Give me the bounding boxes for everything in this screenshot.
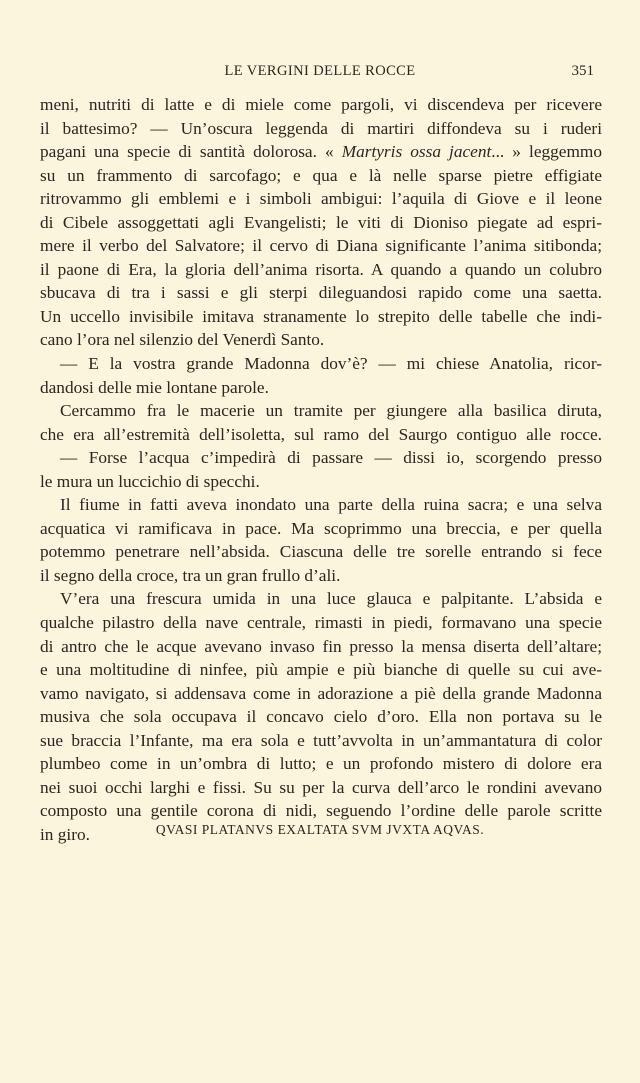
text-line: plumbeo come in un’ombra di lutto; e un profondo mistero di dolore era [40,754,602,774]
text-line: V’era una frescura umida in una luce glauca e palpitante. L’absida e [60,589,602,609]
text-line: nei suoi occhi larghi e fissi. Su su per la curva dell’arco le rondini avevano [40,777,602,797]
text-line: potemmo penetrare nell’absida. Ciascuna delle tre sorelle entrando si fece [40,542,602,562]
latin-motto: QVASI PLATANVS EXALTATA SVM JVXTA AQVAS. [155,822,485,837]
text-line: il segno della croce, tra un gran frullo d’ali. [40,565,341,585]
text-line: ritrovammo gli emblemi e i simboli ambigui: l’aquila di Giove e il leone [40,189,602,209]
running-title: LE VERGINI DELLE ROCCE [224,63,416,79]
text-line: composto una gentile corona di nidi, seguendo l’ordine delle parole scritte [40,801,602,821]
text-line: sbucava di tra i sassi e gli sterpi dileguandosi rapido come una saetta. [40,283,602,303]
text-line: Cercammo fra le macerie un tramite per giungere alla basilica diruta, [60,401,602,421]
text-segment: pagani una specie di santità dolorosa. « [40,142,342,162]
page-number: 351 [571,63,594,79]
text-line: — Forse l’acqua c’impedirà di passare — dissi io, scorgendo presso [60,448,602,468]
body-text [40,93,602,847]
text-line [40,140,602,164]
latin-quote: Martyris ossa jacent [341,142,492,162]
text-line: acquatica vi ramificava in pace. Ma scoprimmo una breccia, e per quella [40,518,602,538]
text-line: mere il verbo del Salvatore; il cervo di Diana significante l’anima sitibonda; [40,236,602,256]
text-line: di Cibele assoggettati agli Evangelisti; le viti di Dioniso piegate ad espri- [40,212,602,232]
text-line: sue braccia l’Infante, ma era sola e tutt’avvolta in un’ammantatura di color [40,730,602,750]
text-line: qualche pilastro della nave centrale, rimasti in piedi, formavano una specie [40,613,602,633]
text-line: vamo navigato, si addensava come in adorazione a piè della grande Madonna [40,683,602,703]
text-line: di antro che le acque avevano invaso fin presso la mensa diserta dell’altare; [40,636,602,656]
text-line: e una moltitudine di ninfee, più ampie e più bianche di quelle su cui ave- [40,660,602,680]
text-line: su un frammento di sarcofago; e qua e là nelle sparse pietre effigiate [40,165,602,185]
text-line: dandosi delle mie lontane parole. [40,377,269,397]
text-line: cano l’ora nel silenzio del Venerdì Santo. [40,330,325,350]
text-line: in giro. [40,824,90,844]
text-line: il battesimo? — Un’oscura leggenda di martiri diffondeva su i ruderi [40,118,602,138]
page-header [0,63,640,85]
text-segment: ... » leggemmo [491,142,602,162]
text-line: che era all’estremità dell’isoletta, sul ramo del Saurgo contiguo alle rocce. [40,424,602,444]
text-line: Un uccello invisibile imitava stranamente lo strepito delle tabelle che indi- [40,306,602,326]
text-line: il paone di Era, la gloria dell’anima risorta. A quando a quando un colubro [40,259,602,279]
text-line: — E la vostra grande Madonna dov’è? — mi chiese Anatolia, ricor- [60,354,602,374]
text-line: meni, nutriti di latte e di miele come pargoli, vi discendeva per ricevere [40,95,602,114]
text-line: musiva che sola occupava il concavo cielo d’oro. Ella non portava su le [40,707,602,727]
text-line: le mura un luccichio di specchi. [40,471,260,491]
text-line: Il fiume in fatti aveva inondato una parte della ruina sacra; e una selva [60,495,602,515]
